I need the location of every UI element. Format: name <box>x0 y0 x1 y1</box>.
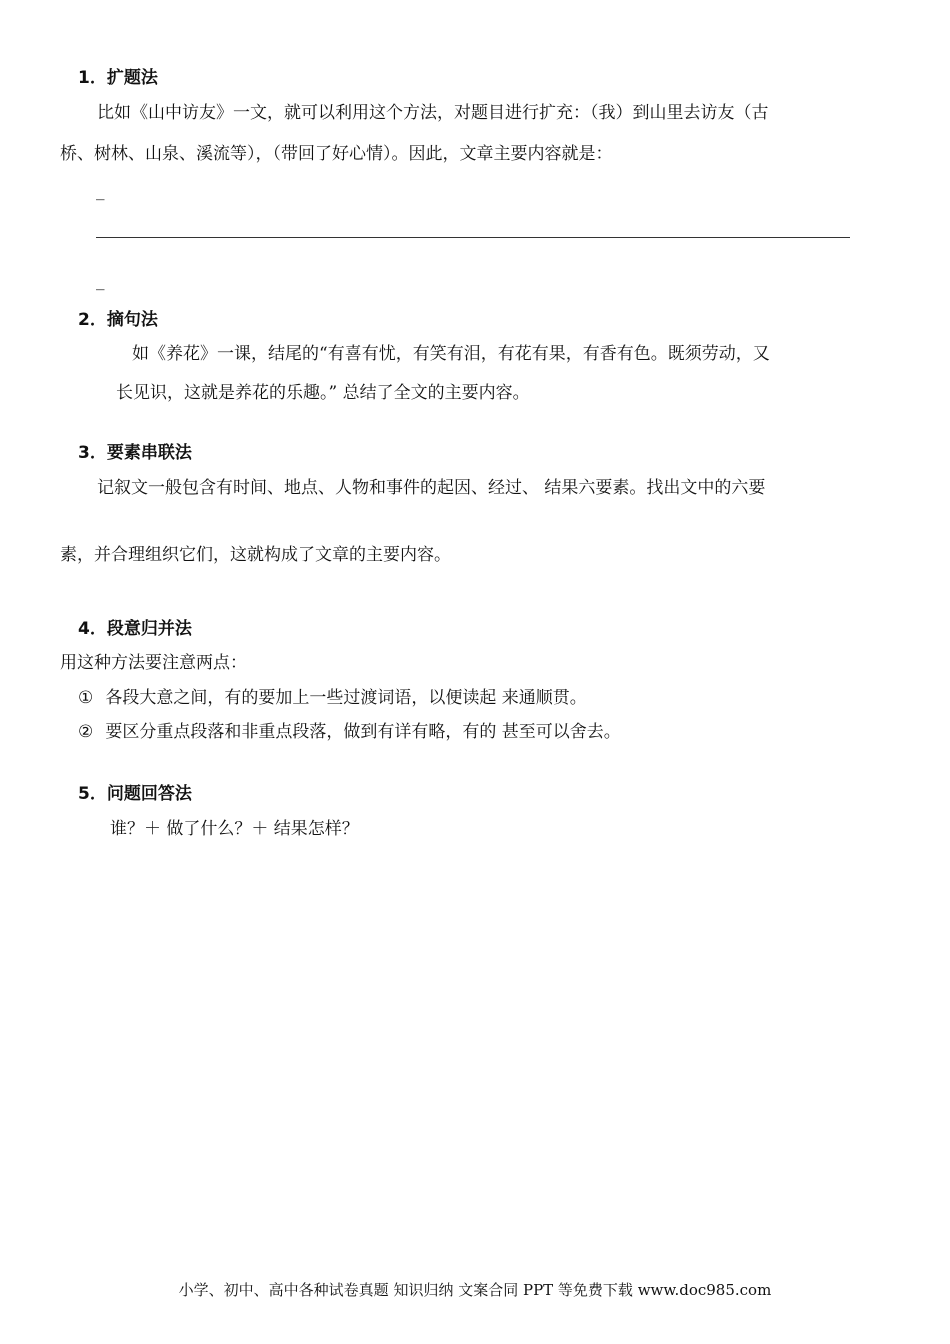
section-5-heading <box>78 783 192 805</box>
section-1-line-1: 比如《山中访友》一文，就可以利用这个方法，对题目进行扩充：（我）到山里去访友（古 <box>97 103 769 123</box>
answer-blank-line <box>96 237 850 238</box>
blank-mark-top: _ <box>96 181 105 201</box>
section-2-line-2: 长见识，这就是养花的乐趣。” 总结了全文的主要内容。 <box>116 383 530 403</box>
item-2-marker: ② <box>78 722 94 742</box>
section-2-line-1: 如《养花》一课，结尾的“有喜有忧，有笑有泪，有花有果，有香有色。既须劳动，又 <box>132 344 770 364</box>
section-3-line-2: 素，并合理组织它们，这就构成了文章的主要内容。 <box>60 545 451 565</box>
section-2-title: 摘句法 <box>106 310 158 330</box>
section-4-item-1 <box>78 687 587 709</box>
section-5-number: 5． <box>78 784 107 804</box>
section-5-title: 问题回答法 <box>106 784 192 804</box>
section-1-line-2: 桥、树林、山泉、溪流等），（带回了好心情）。因此，文章主要内容就是： <box>60 144 613 164</box>
section-2-number: 2． <box>78 310 107 330</box>
section-4-title: 段意归并法 <box>106 619 192 639</box>
section-3-number: 3． <box>78 443 107 463</box>
section-3-heading <box>78 442 192 464</box>
section-1-heading <box>78 67 158 89</box>
section-4-intro: 用这种方法要注意两点： <box>60 653 247 673</box>
page-footer: 小学、初中、高中各种试卷真题 知识归纳 文案合同 PPT 等免费下载 www.doc985.com <box>178 1281 772 1299</box>
section-4-heading <box>78 618 192 640</box>
item-1-marker: ① <box>78 688 94 708</box>
section-5-line-1: 谁？＋ 做了什么？＋ 结果怎样？ <box>110 819 359 839</box>
section-2-heading <box>78 309 158 331</box>
item-2-text: 要区分重点段落和非重点段落，做到有详有略，有的 甚至可以舍去。 <box>105 722 621 742</box>
section-4-number: 4． <box>78 619 107 639</box>
blank-mark-bottom: _ <box>96 271 105 291</box>
item-1-text: 各段大意之间，有的要加上一些过渡词语，以便读起 来通顺贯。 <box>105 688 587 708</box>
section-4-item-2 <box>78 721 621 743</box>
section-3-title: 要素串联法 <box>106 443 192 463</box>
section-1-title: 扩题法 <box>106 68 158 88</box>
section-3-line-1: 记叙文一般包含有时间、地点、人物和事件的起因、经过、 结果六要素。找出文中的六要 <box>97 478 766 498</box>
section-1-number: 1． <box>78 68 107 88</box>
